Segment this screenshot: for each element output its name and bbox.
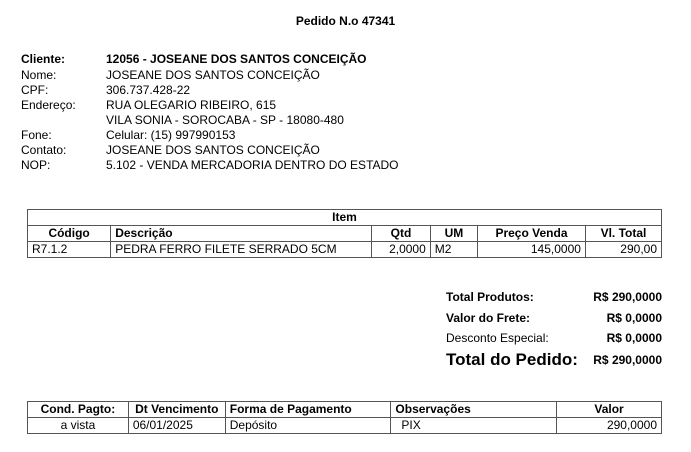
total-pedido-label: Total do Pedido: <box>446 350 578 369</box>
fone-value: Celular: (15) 997990153 <box>106 128 236 142</box>
col-forma-pagamento: Forma de Pagamento <box>225 402 391 418</box>
desconto-label: Desconto Especial: <box>446 331 549 345</box>
cliente-value: 12056 - JOSEANE DOS SANTOS CONCEIÇÃO <box>106 52 367 66</box>
contato-value: JOSEANE DOS SANTOS CONCEIÇÃO <box>106 143 320 157</box>
label-endereco: Endereço: <box>21 98 76 112</box>
item-codigo: R7.1.2 <box>28 242 111 258</box>
total-produtos-value: R$ 290,0000 <box>593 290 662 304</box>
col-codigo: Código <box>28 226 111 242</box>
totals-block <box>446 288 664 372</box>
item-um: M2 <box>430 242 477 258</box>
valor-frete-value: R$ 0,0000 <box>606 311 662 325</box>
nop-value: 5.102 - VENDA MERCADORIA DENTRO DO ESTADO <box>106 158 399 172</box>
col-um: UM <box>430 226 477 242</box>
col-cond-pagto: Cond. Pagto: <box>28 402 129 418</box>
items-caption: Item <box>28 210 662 226</box>
pay-forma: Depósito <box>225 418 391 434</box>
col-descricao: Descrição <box>111 226 372 242</box>
items-table <box>27 209 662 258</box>
cpf-value: 306.737.428-22 <box>106 83 191 97</box>
item-preco: 145,0000 <box>478 242 586 258</box>
endereco-line2: VILA SONIA - SOROCABA - SP - 18080-480 <box>106 113 344 127</box>
nome-value: JOSEANE DOS SANTOS CONCEIÇÃO <box>106 68 320 82</box>
pay-vencimento: 06/01/2025 <box>128 418 225 434</box>
pay-cond: a vista <box>28 418 129 434</box>
label-nome: Nome: <box>21 68 57 82</box>
col-observacoes: Observações <box>391 402 557 418</box>
pay-valor: 290,0000 <box>557 418 662 434</box>
pay-observacoes: PIX <box>391 418 557 434</box>
item-descricao: PEDRA FERRO FILETE SERRADO 5CM <box>111 242 372 258</box>
col-total: Vl. Total <box>585 226 661 242</box>
label-fone: Fone: <box>21 128 52 142</box>
order-title: Pedido N.o 47341 <box>295 14 396 28</box>
col-valor: Valor <box>557 402 662 418</box>
label-cliente: Cliente: <box>21 52 66 66</box>
table-row <box>28 418 662 434</box>
item-total: 290,00 <box>585 242 661 258</box>
label-nop: NOP: <box>21 158 51 172</box>
col-qtd: Qtd <box>372 226 431 242</box>
endereco-line1: RUA OLEGARIO RIBEIRO, 615 <box>106 98 277 112</box>
desconto-value: R$ 0,0000 <box>606 331 662 345</box>
payment-table <box>27 401 662 434</box>
valor-frete-label: Valor do Frete: <box>446 311 531 325</box>
item-qtd: 2,0000 <box>372 242 431 258</box>
table-row <box>28 242 662 258</box>
col-preco: Preço Venda <box>478 226 586 242</box>
label-cpf: CPF: <box>21 83 49 97</box>
col-dt-vencimento: Dt Vencimento <box>128 402 225 418</box>
label-contato: Contato: <box>21 143 67 157</box>
total-produtos-label: Total Produtos: <box>446 290 534 304</box>
total-pedido-value: R$ 290,0000 <box>593 353 662 367</box>
